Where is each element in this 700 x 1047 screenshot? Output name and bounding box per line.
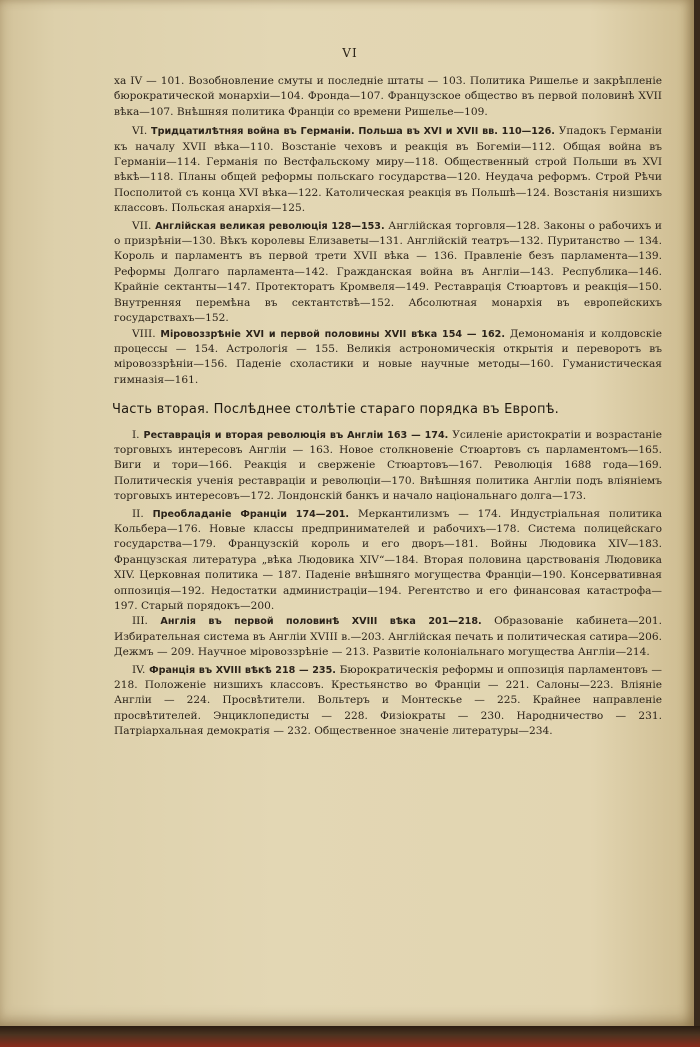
chapter-heading: Реставрація и вторая революція въ Англіи 163 — 174.: [143, 429, 449, 441]
toc-entry-text: Усиленіе аристократіи и возрастаніе торговыхъ интересовъ Англіи — 163. Новое столкновеніе Стюартовъ съ парламентомъ—165. Виги и тори—166. Реакція и сверженіе Стюартовъ—167. Революція 1688 года—169. Политическія ученія реставраціи и революціи—170. Внѣшняя политика Англіи подъ вліяніемъ торговыхъ интересовъ—172. Лондонскій банкъ и начало національнаго долга—173.: [114, 428, 662, 503]
chapter-numeral: I.: [132, 428, 140, 441]
chapter-numeral: IV.: [132, 663, 146, 676]
part-two-title: Часть вторая. Послѣднее столѣтіе стараго порядка въ Европѣ.: [112, 402, 559, 418]
chapter-heading: Англійская великая революція 128—153.: [155, 220, 385, 232]
toc-entry-text: Англійская торговля—128. Законы о рабочихъ и о призрѣніи—130. Вѣкъ королевы Елизаветы—131. Англійскій театръ—132. Пуританство — 134. Король и парламентъ въ первой трети XVII вѣка — 136. Правленіе безъ парламента—139. Реформы Долгаго парламента—142. Гражданская война въ Англіи—143. Республика—146. Крайніе сектанты—147. Протекторатъ Кромвеля—149. Реставрація Стюартовъ и реакція—150. Внутренняя перемѣна въ сектантствѣ—152. Абсолютная монархія въ европейскихъ государствахъ—152.: [114, 219, 662, 325]
toc-entry-text: Упадокъ Германіи къ началу XVII вѣка—110. Возстаніе чеховъ и реакція въ Богеміи—112. Общая война въ Германіи—114. Германія по Вестфальскому миру—118. Общественный строй Польши въ XVI вѣкѣ—118. Планы общей реформы польскаго государства—120. Неудача реформъ. Строй Рѣчи Посполитой съ конца XVI вѣка—122. Католическая реакція въ Польшѣ—124. Возстанія низшихъ классовъ. Польская анархія—125.: [114, 125, 663, 215]
toc-entry-text: Образованіе кабинета—201. Избирательная система въ Англіи XVIII в.—203. Англійская печать и политическая сатира—206. Дежмъ — 209. Научное міровоззрѣніе — 213. Развитіе колоніальнаго могущества Англіи—214.: [114, 615, 663, 659]
toc-entry-part2-iii: [114, 614, 662, 660]
chapter-numeral: VII.: [132, 219, 152, 232]
toc-entry-viii: [114, 327, 662, 389]
chapter-heading: Міровоззрѣніе XVI и первой половины XVII вѣка 154 — 162.: [160, 328, 505, 340]
chapter-numeral: II.: [132, 507, 144, 520]
page-number: VI: [342, 46, 358, 60]
toc-entry-part2-ii: [114, 507, 662, 615]
chapter-numeral: VIII.: [132, 327, 156, 340]
toc-entry-text: Демономанія и колдовскіе процессы — 154. Астрологія — 155. Великія астрономическія открытія и переворотъ въ міровоззрѣніи—156. Паденіе схоластики и новые научные методы—160. Гуманистическая гимназія—161.: [114, 327, 662, 386]
toc-entry-part2-iv: [114, 663, 662, 740]
book-edge: [0, 1026, 700, 1047]
toc-entry-text: ха IV — 101. Возобновление смуты и последніе штаты — 103. Политика Ришелье и закрѣпленіе бюрократической монархіи—104. Фронда—107. Французское общество въ первой половинѣ XVII вѣка—107. Внѣшняя политика Франціи со времени Ришелье—109.: [114, 75, 662, 118]
chapter-heading: Англія въ первой половинѣ XVIII вѣка 201—218.: [160, 616, 482, 628]
chapter-heading: Преобладаніе Франціи 174—201.: [152, 508, 350, 520]
toc-entry-part2-i: [114, 428, 662, 505]
chapter-numeral: III.: [132, 615, 148, 628]
chapter-heading: Тридцатилѣтняя война въ Германіи. Польша въ XVI и XVII вв. 110—126.: [151, 126, 555, 138]
table-of-contents: [114, 74, 662, 740]
toc-entry-vi: [114, 124, 662, 216]
toc-entry-text: Бюрократическія реформы и оппозиція парламентовъ — 218. Положеніе низшихъ классовъ. Крестьянство во Франціи — 221. Салоны—223. Вліяніе Англіи — 224. Просвѣтители. Вольтеръ и Монтескье — 225. Крайнее направленіе просвѣтителей. Энциклопедисты — 228. Физіократы — 230. Народничество — 231. Патріархальная демократія — 232. Общественное значеніе литературы—234.: [114, 663, 662, 738]
toc-entry-continued: [114, 74, 662, 120]
toc-entry-text: Меркантилизмъ — 174. Индустріальная политика Кольбера—176. Новые классы предпринимателей и рабочихъ—178. Система полицейскаго государства—179. Французскій король и его дворъ—181. Войны Людовика XIV—183. Французская литература „вѣка Людовика XIV“—184. Вторая половина царствованія Людовика XIV. Церковная политика — 187. Паденіе внѣшняго могущества Франціи—190. Консервативная оппозиція—192. Недостатки администраціи—194. Регентство и его финансовая катастрофа—197. Старый порядокъ—200.: [114, 507, 663, 612]
toc-entry-vii: [114, 219, 662, 327]
chapter-heading: Франція въ XVIII вѣкѣ 218 — 235.: [149, 664, 336, 676]
chapter-numeral: VI.: [132, 125, 148, 138]
